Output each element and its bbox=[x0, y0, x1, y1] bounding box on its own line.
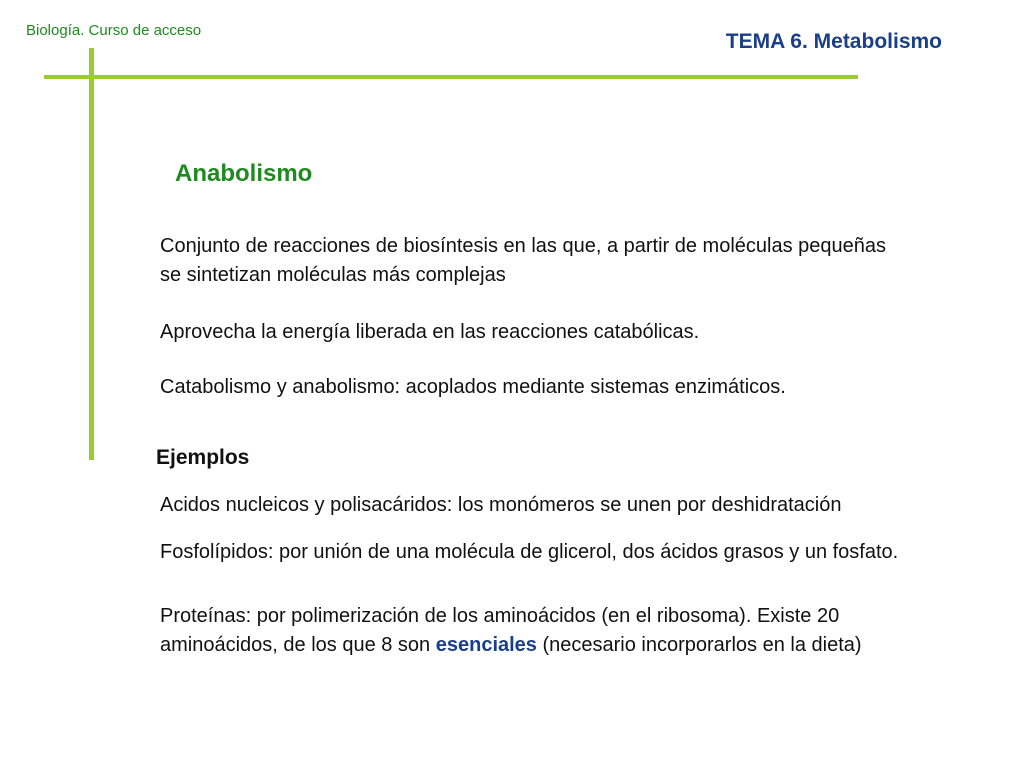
example-proteins-text-end: (necesario incorporarlos en la dieta) bbox=[536, 634, 862, 656]
essential-highlight: esenciales bbox=[435, 634, 537, 656]
section-title: Anabolismo bbox=[175, 160, 313, 187]
example-nucleic-acids: Acidos nucleicos y polisacáridos: los monómeros se unen por deshidratación bbox=[160, 494, 842, 516]
example-proteins-text: Proteínas: por polimerización de los aminoácidos (en el ribosoma). Existe 20 aminoácidos, de los que 8 son bbox=[160, 605, 840, 656]
energy-paragraph: Aprovecha la energía liberada en las reacciones catabólicas. bbox=[160, 321, 700, 343]
side-accent-bar bbox=[89, 48, 94, 460]
topic-title: TEMA 6. Metabolismo bbox=[725, 30, 942, 53]
course-label: Biología. Curso de acceso bbox=[26, 22, 202, 39]
coupling-paragraph: Catabolismo y anabolismo: acoplados mediante sistemas enzimáticos. bbox=[160, 376, 786, 398]
header-divider bbox=[44, 75, 858, 79]
definition-paragraph: Conjunto de reacciones de biosíntesis en las que, a partir de moléculas pequeñas se sintetizan moléculas más complejas bbox=[160, 235, 887, 286]
example-phospholipids: Fosfolípidos: por unión de una molécula de glicerol, dos ácidos grasos y un fosfato. bbox=[160, 541, 899, 563]
example-proteins bbox=[160, 602, 960, 660]
examples-heading: Ejemplos bbox=[156, 446, 250, 469]
